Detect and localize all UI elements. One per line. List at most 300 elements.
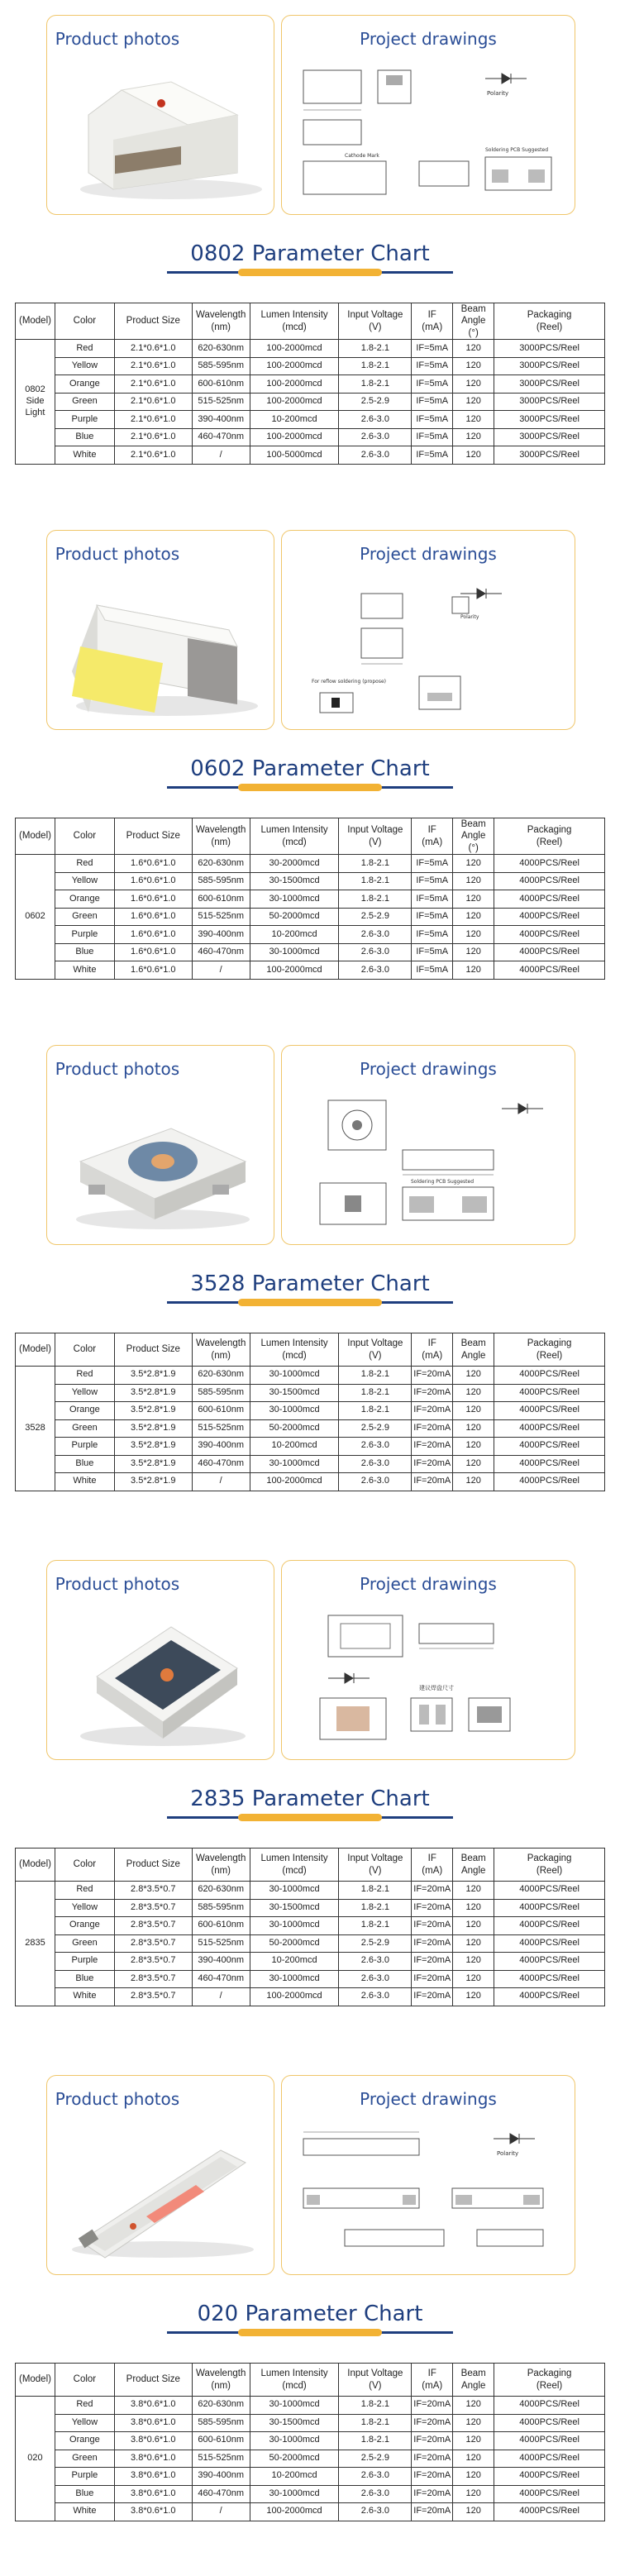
table-cell: 30-1000mcd [250, 1367, 339, 1385]
table-cell: IF=20mA [412, 1367, 453, 1385]
column-header: Product Size [114, 2364, 192, 2397]
table-cell: 50-2000mcd [250, 1934, 339, 1953]
media-cards [0, 0, 620, 215]
column-header: Lumen Intensity (mcd) [250, 1333, 339, 1367]
table-cell: 3.5*2.8*1.9 [114, 1473, 192, 1491]
table-row [16, 428, 605, 446]
table-cell: 2.6-3.0 [339, 2468, 412, 2486]
parameter-table [15, 2363, 605, 2521]
parameter-table [15, 1848, 605, 2006]
table-row [16, 1473, 605, 1491]
table-cell: Red [55, 1882, 114, 1900]
table-cell: White [55, 446, 114, 465]
table-cell: 460-470nm [192, 2485, 250, 2503]
media-cards [0, 2060, 620, 2275]
parameter-chart-title: 2835 Parameter Chart [190, 1787, 430, 1811]
table-row [16, 2450, 605, 2468]
table-cell: 585-595nm [192, 1384, 250, 1402]
column-header: Packaging (Reel) [494, 1333, 605, 1367]
product-section-020 [0, 2060, 620, 2575]
product-photos-title: Product photos [55, 2089, 180, 2109]
table-cell: IF=20mA [412, 1402, 453, 1420]
table-row [16, 1934, 605, 1953]
table-cell: 4000PCS/Reel [494, 2468, 605, 2486]
table-cell: Purple [55, 411, 114, 429]
table-cell: Yellow [55, 2414, 114, 2432]
table-cell: 2.1*0.6*1.0 [114, 411, 192, 429]
table-cell: 2.6-3.0 [339, 428, 412, 446]
table-cell: 460-470nm [192, 1970, 250, 1988]
table-cell: 4000PCS/Reel [494, 943, 605, 961]
table-cell: 2.1*0.6*1.0 [114, 428, 192, 446]
table-cell: 390-400nm [192, 411, 250, 429]
model-cell: 2835 [16, 1882, 55, 2006]
table-cell: / [192, 446, 250, 465]
table-cell: 2.8*3.5*0.7 [114, 1882, 192, 1900]
column-header: Input Voltage (V) [339, 1849, 412, 1882]
table-cell: Purple [55, 926, 114, 944]
table-cell: 120 [453, 1934, 494, 1953]
project-drawings-card [281, 15, 575, 215]
table-cell: 1.6*0.6*1.0 [114, 908, 192, 926]
table-cell: IF=5mA [412, 943, 453, 961]
table-cell: 4000PCS/Reel [494, 855, 605, 873]
table-cell: Blue [55, 2485, 114, 2503]
table-cell: 120 [453, 375, 494, 394]
table-cell: 2.8*3.5*0.7 [114, 1899, 192, 1917]
table-cell: 620-630nm [192, 1367, 250, 1385]
table-cell: 2.6-3.0 [339, 1953, 412, 1971]
table-cell: 1.6*0.6*1.0 [114, 943, 192, 961]
project-drawings-card [281, 1045, 575, 1245]
column-header: Product Size [114, 303, 192, 340]
dimension-drawing-image [295, 2122, 563, 2268]
column-header: Beam Angle (°) [453, 818, 494, 855]
table-row [16, 2468, 605, 2486]
table-row [16, 1970, 605, 1988]
table-cell: 4000PCS/Reel [494, 926, 605, 944]
table-cell: 4000PCS/Reel [494, 1882, 605, 1900]
title-accent-bar [238, 2329, 382, 2336]
table-cell: Red [55, 1367, 114, 1385]
table-cell: 1.6*0.6*1.0 [114, 961, 192, 980]
table-cell: 4000PCS/Reel [494, 1402, 605, 1420]
table-cell: IF=20mA [412, 1953, 453, 1971]
table-cell: IF=20mA [412, 1438, 453, 1456]
table-cell: 1.8-2.1 [339, 2432, 412, 2450]
table-cell: 3.5*2.8*1.9 [114, 1438, 192, 1456]
table-cell: 30-1500mcd [250, 1384, 339, 1402]
table-cell: 4000PCS/Reel [494, 1419, 605, 1438]
column-header: Wavelength (nm) [192, 303, 250, 340]
model-cell: 020 [16, 2397, 55, 2521]
table-cell: 120 [453, 1970, 494, 1988]
table-cell: 30-2000mcd [250, 855, 339, 873]
table-cell: 390-400nm [192, 1438, 250, 1456]
table-cell: 4000PCS/Reel [494, 872, 605, 890]
media-cards [0, 1545, 620, 1760]
table-row [16, 357, 605, 375]
title-accent-bar [238, 1814, 382, 1821]
table-cell: 2.6-3.0 [339, 1473, 412, 1491]
table-cell: 3000PCS/Reel [494, 357, 605, 375]
project-drawings-card [281, 1560, 575, 1760]
table-cell: 2.6-3.0 [339, 1438, 412, 1456]
table-cell: 4000PCS/Reel [494, 961, 605, 980]
table-cell: 585-595nm [192, 872, 250, 890]
svg-text:建议焊盘尺寸: 建议焊盘尺寸 [419, 1685, 454, 1691]
column-header: Beam Angle [453, 1849, 494, 1882]
product-photos-card [46, 1045, 274, 1245]
table-cell: 4000PCS/Reel [494, 1970, 605, 1988]
project-drawings-title: Project drawings [360, 2089, 497, 2109]
project-drawings-title: Project drawings [360, 1059, 497, 1079]
svg-text:Polarity: Polarity [497, 2150, 519, 2157]
dimension-drawing-image [295, 577, 563, 723]
table-cell: IF=5mA [412, 411, 453, 429]
column-header: (Model) [16, 303, 55, 340]
table-row [16, 2414, 605, 2432]
table-cell: 120 [453, 1899, 494, 1917]
table-cell: 100-5000mcd [250, 446, 339, 465]
table-cell: IF=20mA [412, 1970, 453, 1988]
table-cell: IF=20mA [412, 2468, 453, 2486]
table-cell: 120 [453, 2468, 494, 2486]
table-cell: Purple [55, 2468, 114, 2486]
table-cell: 4000PCS/Reel [494, 1438, 605, 1456]
table-cell: 2.6-3.0 [339, 926, 412, 944]
table-cell: Orange [55, 890, 114, 909]
table-cell: 4000PCS/Reel [494, 2397, 605, 2415]
table-cell: 10-200mcd [250, 1438, 339, 1456]
table-cell: 30-1000mcd [250, 2397, 339, 2415]
table-row [16, 961, 605, 980]
table-cell: IF=5mA [412, 855, 453, 873]
table-cell: 120 [453, 2485, 494, 2503]
parameter-table [15, 1333, 605, 1491]
table-cell: 620-630nm [192, 855, 250, 873]
table-cell: 30-1000mcd [250, 1882, 339, 1900]
table-cell: IF=20mA [412, 2503, 453, 2521]
project-drawings-card [281, 530, 575, 730]
table-cell: 2.1*0.6*1.0 [114, 340, 192, 358]
table-cell: 3.8*0.6*1.0 [114, 2414, 192, 2432]
title-accent-bar [238, 784, 382, 791]
table-cell: 1.8-2.1 [339, 1402, 412, 1420]
table-cell: IF=20mA [412, 2397, 453, 2415]
table-cell: 120 [453, 428, 494, 446]
table-cell: IF=20mA [412, 2432, 453, 2450]
table-header-row [16, 2364, 605, 2397]
product-section-3528 [0, 1030, 620, 1545]
column-header: Color [55, 818, 114, 855]
table-row [16, 2503, 605, 2521]
table-cell: 4000PCS/Reel [494, 1899, 605, 1917]
column-header: IF (mA) [412, 2364, 453, 2397]
table-cell: 3.5*2.8*1.9 [114, 1367, 192, 1385]
table-cell: White [55, 961, 114, 980]
table-row [16, 1438, 605, 1456]
table-cell: IF=5mA [412, 446, 453, 465]
table-cell: 100-2000mcd [250, 375, 339, 394]
table-cell: IF=5mA [412, 872, 453, 890]
table-cell: 515-525nm [192, 2450, 250, 2468]
table-cell: 2.8*3.5*0.7 [114, 1934, 192, 1953]
table-cell: 2.8*3.5*0.7 [114, 1970, 192, 1988]
table-cell: Green [55, 1934, 114, 1953]
column-header: IF (mA) [412, 1333, 453, 1367]
table-cell: 2.1*0.6*1.0 [114, 375, 192, 394]
table-cell: 120 [453, 855, 494, 873]
table-cell: White [55, 1473, 114, 1491]
table-cell: 1.8-2.1 [339, 2397, 412, 2415]
table-cell: / [192, 961, 250, 980]
table-cell: IF=20mA [412, 1988, 453, 2006]
table-cell: 100-2000mcd [250, 357, 339, 375]
table-row [16, 2432, 605, 2450]
table-cell: 50-2000mcd [250, 1419, 339, 1438]
table-cell: 1.8-2.1 [339, 2414, 412, 2432]
table-header-row [16, 1849, 605, 1882]
table-cell: / [192, 1988, 250, 2006]
table-row [16, 1402, 605, 1420]
table-cell: IF=5mA [412, 340, 453, 358]
table-cell: 30-1000mcd [250, 1402, 339, 1420]
table-row [16, 1367, 605, 1385]
table-row [16, 1419, 605, 1438]
table-cell: 460-470nm [192, 1455, 250, 1473]
table-cell: 4000PCS/Reel [494, 2450, 605, 2468]
column-header: Packaging (Reel) [494, 1849, 605, 1882]
table-cell: IF=5mA [412, 961, 453, 980]
table-cell: 515-525nm [192, 1419, 250, 1438]
table-cell: 3000PCS/Reel [494, 411, 605, 429]
table-cell: 1.6*0.6*1.0 [114, 872, 192, 890]
table-header-row [16, 1333, 605, 1367]
table-cell: 515-525nm [192, 908, 250, 926]
table-cell: IF=20mA [412, 1419, 453, 1438]
table-cell: 390-400nm [192, 1953, 250, 1971]
product-photos-card [46, 1560, 274, 1760]
media-cards [0, 515, 620, 730]
table-cell: 30-1000mcd [250, 1970, 339, 1988]
table-cell: 30-1500mcd [250, 2414, 339, 2432]
table-cell: 4000PCS/Reel [494, 1384, 605, 1402]
table-row [16, 926, 605, 944]
model-cell: 0602 [16, 855, 55, 980]
product-photos-title: Product photos [55, 29, 180, 49]
column-header: Lumen Intensity (mcd) [250, 1849, 339, 1882]
table-cell: 120 [453, 872, 494, 890]
table-cell: 30-1000mcd [250, 1917, 339, 1935]
table-cell: 2.5-2.9 [339, 1419, 412, 1438]
table-cell: Orange [55, 1917, 114, 1935]
column-header: Wavelength (nm) [192, 1333, 250, 1367]
column-header: Input Voltage (V) [339, 2364, 412, 2397]
table-cell: Green [55, 393, 114, 411]
table-cell: Orange [55, 375, 114, 394]
table-cell: 3000PCS/Reel [494, 446, 605, 465]
table-cell: IF=20mA [412, 2485, 453, 2503]
table-cell: Yellow [55, 1384, 114, 1402]
table-cell: 4000PCS/Reel [494, 1455, 605, 1473]
table-cell: 3.5*2.8*1.9 [114, 1384, 192, 1402]
table-cell: 100-2000mcd [250, 340, 339, 358]
table-cell: 3.8*0.6*1.0 [114, 2450, 192, 2468]
table-cell: 585-595nm [192, 1899, 250, 1917]
table-cell: Red [55, 855, 114, 873]
table-cell: IF=20mA [412, 1934, 453, 1953]
table-cell: 120 [453, 411, 494, 429]
table-cell: 1.8-2.1 [339, 1899, 412, 1917]
table-row [16, 340, 605, 358]
table-row [16, 890, 605, 909]
table-cell: 3.5*2.8*1.9 [114, 1419, 192, 1438]
table-cell: 120 [453, 2432, 494, 2450]
parameter-chart-title: 0802 Parameter Chart [190, 241, 430, 266]
table-cell: IF=5mA [412, 357, 453, 375]
product-photos-card [46, 15, 274, 215]
table-cell: 120 [453, 1402, 494, 1420]
table-cell: 100-2000mcd [250, 961, 339, 980]
dimension-drawing-image [295, 1607, 563, 1753]
table-cell: 3.8*0.6*1.0 [114, 2503, 192, 2521]
dimension-drawing-image [295, 62, 563, 208]
table-cell: 30-1000mcd [250, 943, 339, 961]
table-cell: Red [55, 340, 114, 358]
table-cell: 100-2000mcd [250, 393, 339, 411]
table-cell: 2.6-3.0 [339, 1988, 412, 2006]
table-row [16, 393, 605, 411]
table-cell: 3.8*0.6*1.0 [114, 2397, 192, 2415]
column-header: IF (mA) [412, 303, 453, 340]
table-cell: 4000PCS/Reel [494, 1988, 605, 2006]
column-header: Beam Angle [453, 1333, 494, 1367]
table-cell: / [192, 2503, 250, 2521]
table-cell: 1.8-2.1 [339, 890, 412, 909]
table-cell: 4000PCS/Reel [494, 1953, 605, 1971]
led-photo-image [64, 580, 262, 721]
table-cell: IF=5mA [412, 890, 453, 909]
table-cell: 600-610nm [192, 1917, 250, 1935]
column-header: (Model) [16, 2364, 55, 2397]
table-cell: 120 [453, 890, 494, 909]
table-cell: 120 [453, 357, 494, 375]
table-cell: Purple [55, 1438, 114, 1456]
parameter-table [15, 818, 605, 980]
table-cell: Yellow [55, 872, 114, 890]
product-photos-card [46, 2075, 274, 2275]
table-cell: 1.8-2.1 [339, 855, 412, 873]
product-section-2835 [0, 1545, 620, 2060]
column-header: Input Voltage (V) [339, 303, 412, 340]
column-header: Color [55, 1849, 114, 1882]
table-cell: IF=20mA [412, 2414, 453, 2432]
table-cell: 120 [453, 908, 494, 926]
project-drawings-card [281, 2075, 575, 2275]
table-cell: 2.6-3.0 [339, 2503, 412, 2521]
table-cell: 620-630nm [192, 1882, 250, 1900]
table-cell: 1.6*0.6*1.0 [114, 890, 192, 909]
table-cell: 30-1000mcd [250, 2485, 339, 2503]
table-cell: Orange [55, 2432, 114, 2450]
table-cell: 120 [453, 1953, 494, 1971]
table-cell: 4000PCS/Reel [494, 2503, 605, 2521]
parameter-chart-title: 3528 Parameter Chart [190, 1271, 430, 1296]
table-cell: 4000PCS/Reel [494, 2485, 605, 2503]
column-header: Product Size [114, 1333, 192, 1367]
column-header: Lumen Intensity (mcd) [250, 303, 339, 340]
table-cell: 2.5-2.9 [339, 393, 412, 411]
table-cell: 600-610nm [192, 375, 250, 394]
table-cell: 50-2000mcd [250, 2450, 339, 2468]
table-row [16, 855, 605, 873]
table-cell: 460-470nm [192, 428, 250, 446]
svg-text:Soldering PCB Suggested: Soldering PCB Suggested [485, 147, 549, 153]
table-row [16, 1917, 605, 1935]
svg-text:Polarity: Polarity [460, 614, 479, 620]
table-cell: 100-2000mcd [250, 428, 339, 446]
table-cell: 50-2000mcd [250, 908, 339, 926]
table-cell: Yellow [55, 1899, 114, 1917]
table-header-row [16, 303, 605, 340]
table-row [16, 1899, 605, 1917]
column-header: Color [55, 1333, 114, 1367]
table-cell: 1.8-2.1 [339, 1367, 412, 1385]
table-cell: 30-1000mcd [250, 890, 339, 909]
table-cell: IF=5mA [412, 428, 453, 446]
table-cell: 390-400nm [192, 2468, 250, 2486]
table-cell: 2.5-2.9 [339, 2450, 412, 2468]
table-cell: 100-2000mcd [250, 2503, 339, 2521]
table-cell: 3.5*2.8*1.9 [114, 1402, 192, 1420]
column-header: Beam Angle [453, 2364, 494, 2397]
table-cell: White [55, 1988, 114, 2006]
table-row [16, 375, 605, 394]
table-cell: IF=5mA [412, 393, 453, 411]
table-cell: 390-400nm [192, 926, 250, 944]
table-header-row [16, 818, 605, 855]
table-cell: 120 [453, 943, 494, 961]
table-cell: IF=5mA [412, 908, 453, 926]
table-cell: 2.8*3.5*0.7 [114, 1988, 192, 2006]
table-cell: 4000PCS/Reel [494, 2414, 605, 2432]
table-cell: 120 [453, 1419, 494, 1438]
table-cell: 3.8*0.6*1.0 [114, 2485, 192, 2503]
column-header: Input Voltage (V) [339, 818, 412, 855]
column-header: Lumen Intensity (mcd) [250, 818, 339, 855]
table-cell: 4000PCS/Reel [494, 1473, 605, 1491]
table-cell: 2.6-3.0 [339, 2485, 412, 2503]
table-cell: Blue [55, 943, 114, 961]
table-cell: Blue [55, 428, 114, 446]
table-cell: Green [55, 1419, 114, 1438]
table-cell: IF=20mA [412, 1384, 453, 1402]
table-cell: 585-595nm [192, 357, 250, 375]
column-header: Packaging (Reel) [494, 818, 605, 855]
table-cell: 1.6*0.6*1.0 [114, 855, 192, 873]
table-cell: 4000PCS/Reel [494, 890, 605, 909]
table-cell: Red [55, 2397, 114, 2415]
table-row [16, 2397, 605, 2415]
dimension-drawing-image [295, 1092, 563, 1238]
table-cell: 120 [453, 1438, 494, 1456]
table-cell: 120 [453, 2414, 494, 2432]
table-cell: Green [55, 908, 114, 926]
table-cell: 120 [453, 2397, 494, 2415]
table-cell: 120 [453, 1917, 494, 1935]
column-header: Color [55, 2364, 114, 2397]
